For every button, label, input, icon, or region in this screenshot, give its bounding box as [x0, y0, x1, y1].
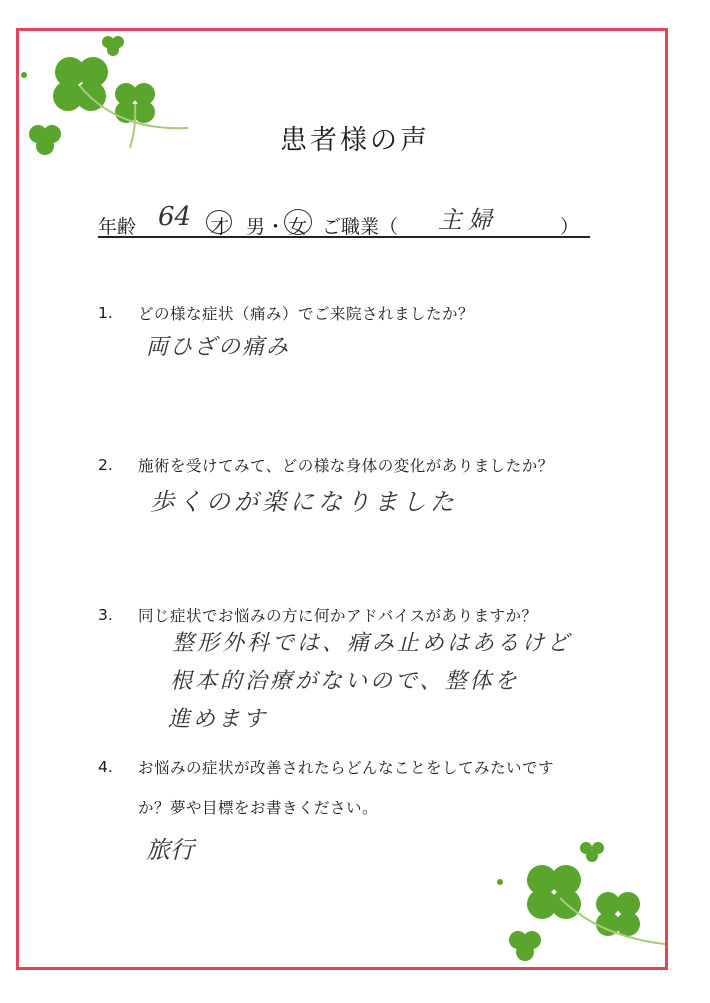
question-1-text: どの様な症状（痛み）でご来院されましたか？ [138, 305, 475, 323]
occupation-close: ） [560, 216, 580, 238]
age-value: 64 [158, 202, 192, 232]
page-title: 患者様の声 [280, 125, 430, 156]
question-2-number: 2. [98, 456, 113, 474]
clover-decoration-bottom-right [490, 832, 670, 967]
question-1-number: 1. [98, 304, 113, 322]
occupation-label: ご職業（ [322, 216, 399, 238]
question-4-number: 4. [98, 758, 113, 776]
answer-2-line-1: 歩くのが楽になりました [150, 488, 458, 516]
answer-3-line-3: 進めます [168, 707, 269, 732]
answer-3-line-1: 整形外科では、痛み止めはあるけど [172, 631, 573, 656]
occupation-value: 主婦 [438, 206, 498, 234]
answer-3-line-2: 根本的治療がないので、整体を [170, 669, 520, 694]
profile-row [98, 202, 590, 238]
question-4-text: お悩みの症状が改善されたらどんなことをしてみたいです [138, 759, 555, 777]
question-4-text-continued: か？夢や目標をお書きください。 [138, 799, 379, 817]
answer-4-line-1: 旅行 [146, 836, 194, 864]
answer-1-line-1: 両ひざの痛み [146, 335, 291, 360]
question-3-text: 同じ症状でお悩みの方に何かアドバイスがありますか？ [138, 607, 538, 625]
gender-separator: ・ [266, 216, 286, 238]
gender-female: 女 [288, 216, 308, 238]
question-3-number: 3. [98, 606, 113, 624]
question-2-text: 施術を受けてみて、どの様な身体の変化がありましたか？ [138, 457, 554, 475]
gender-male: 男 [246, 216, 266, 238]
age-unit: 才 [210, 216, 230, 238]
age-label: 年齢 [98, 216, 137, 238]
